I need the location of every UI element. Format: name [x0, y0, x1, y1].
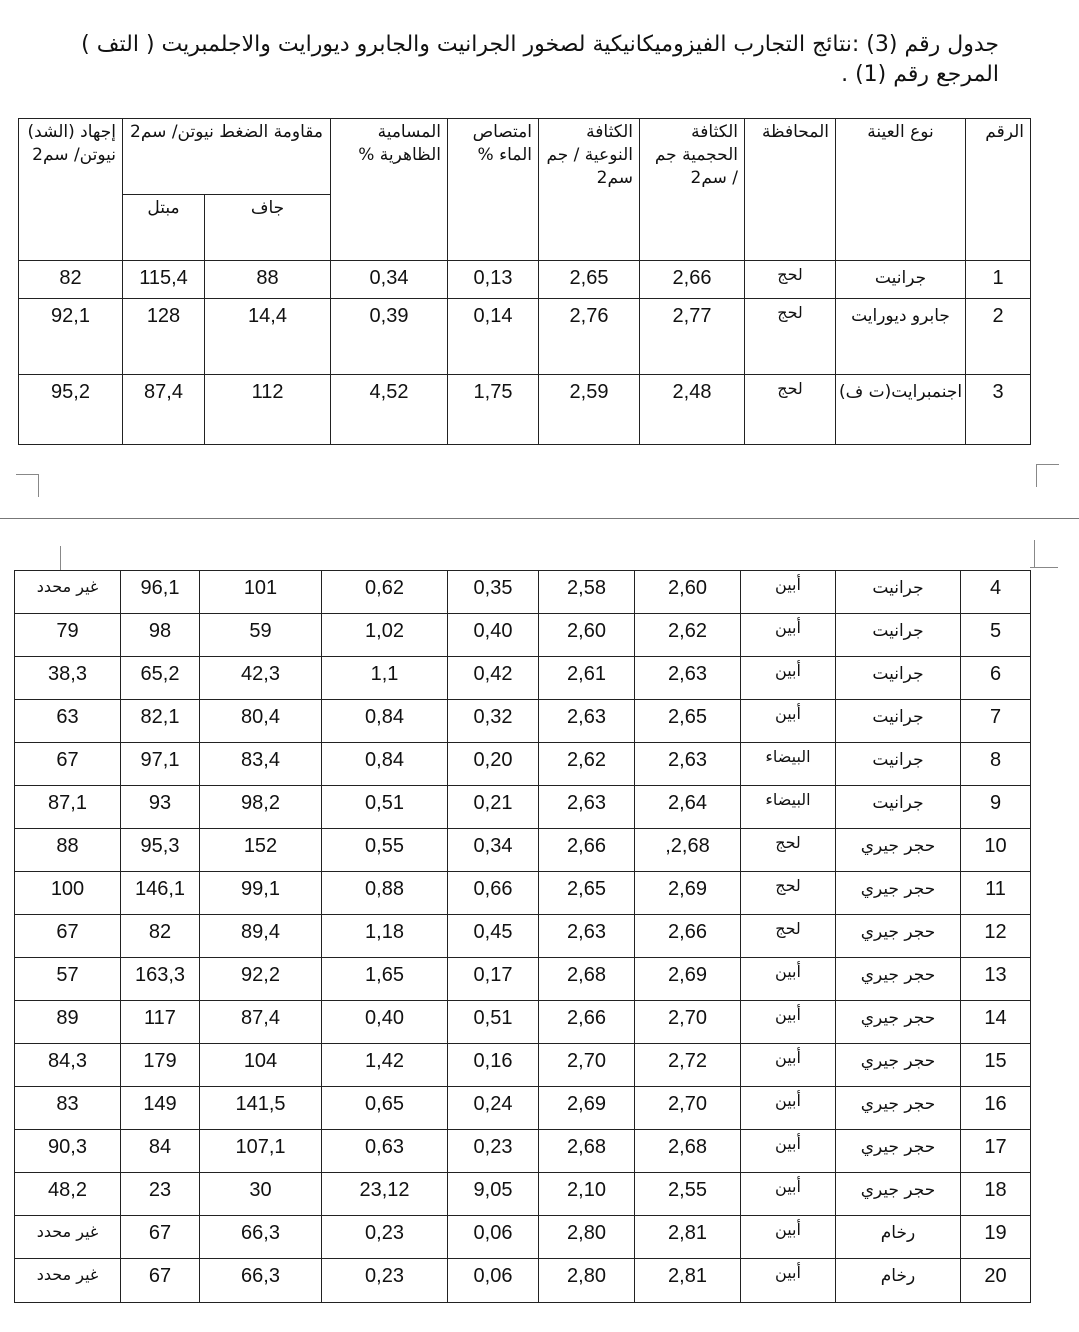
governorate-cell: أبين [741, 571, 836, 614]
porosity-cell: 0,23 [322, 1259, 448, 1303]
water-absorption-cell: 9,05 [448, 1173, 539, 1216]
dry-strength-cell: 104 [200, 1044, 322, 1087]
tensile-cell: 82 [19, 261, 123, 299]
sample-type-cell: جرانيت [836, 700, 961, 743]
dry-strength-cell: 83,4 [200, 743, 322, 786]
tensile-cell: 38,3 [15, 657, 121, 700]
crop-mark [38, 546, 61, 570]
specific-density-cell: 2,66 [539, 829, 635, 872]
table-row [15, 1173, 1031, 1216]
sample-type-cell: حجر جيري [836, 1044, 961, 1087]
porosity-cell: 0,65 [322, 1087, 448, 1130]
row-number-cell: 16 [961, 1087, 1031, 1130]
row-number-cell: 14 [961, 1001, 1031, 1044]
bulk-density-cell: 2,66 [640, 261, 745, 299]
table-row [15, 1259, 1031, 1303]
table-row [15, 743, 1031, 786]
wet-strength-cell: 84 [121, 1130, 200, 1173]
governorate-cell: أبين [741, 1044, 836, 1087]
header-compressive-strength: مقاومة الضغط نيوتن/ سم2 [123, 119, 331, 195]
bulk-density-cell: 2,64 [635, 786, 741, 829]
dry-strength-cell: 112 [205, 375, 331, 445]
water-absorption-cell: 1,75 [448, 375, 539, 445]
porosity-cell: 0,51 [322, 786, 448, 829]
water-absorption-cell: 0,32 [448, 700, 539, 743]
tensile-cell: 87,1 [15, 786, 121, 829]
bulk-density-cell: 2,81 [635, 1216, 741, 1259]
tensile-cell: غير محدد [15, 571, 121, 614]
caption-line-2: المرجع رقم (1) . [841, 62, 999, 87]
governorate-cell: لحج [741, 872, 836, 915]
specific-density-cell: 2,58 [539, 571, 635, 614]
porosity-cell: 1,02 [322, 614, 448, 657]
bulk-density-cell: 2,48 [640, 375, 745, 445]
wet-strength-cell: 96,1 [121, 571, 200, 614]
sample-type-cell: حجر جيري [836, 958, 961, 1001]
table-row [15, 657, 1031, 700]
bulk-density-cell: 2,70 [635, 1001, 741, 1044]
wet-strength-cell: 65,2 [121, 657, 200, 700]
sample-type-cell: رخام [836, 1259, 961, 1303]
wet-strength-cell: 97,1 [121, 743, 200, 786]
row-number-cell: 9 [961, 786, 1031, 829]
porosity-cell: 0,62 [322, 571, 448, 614]
governorate-cell: البيضاء [741, 743, 836, 786]
row-number-cell: 11 [961, 872, 1031, 915]
results-table-part-2 [14, 570, 1031, 1303]
row-number-cell: 8 [961, 743, 1031, 786]
bulk-density-cell: 2,63 [635, 657, 741, 700]
results-table-part-1 [18, 118, 1031, 445]
wet-strength-cell: 115,4 [123, 261, 205, 299]
dry-strength-cell: 92,2 [200, 958, 322, 1001]
porosity-cell: 0,63 [322, 1130, 448, 1173]
water-absorption-cell: 0,24 [448, 1087, 539, 1130]
sample-type-cell: حجر جيري [836, 872, 961, 915]
tensile-cell: 67 [15, 743, 121, 786]
wet-strength-cell: 117 [121, 1001, 200, 1044]
bulk-density-cell: 2,68 [635, 1130, 741, 1173]
governorate-cell: لحج [745, 299, 836, 375]
table-row [15, 1130, 1031, 1173]
sample-type-cell: جابرو ديورايت [836, 299, 966, 375]
porosity-cell: 1,65 [322, 958, 448, 1001]
row-number-cell: 2 [966, 299, 1031, 375]
specific-density-cell: 2,60 [539, 614, 635, 657]
dry-strength-cell: 107,1 [200, 1130, 322, 1173]
specific-density-cell: 2,70 [539, 1044, 635, 1087]
table-row [15, 1087, 1031, 1130]
specific-density-cell: 2,69 [539, 1087, 635, 1130]
water-absorption-cell: 0,16 [448, 1044, 539, 1087]
table-row [15, 1216, 1031, 1259]
water-absorption-cell: 0,13 [448, 261, 539, 299]
wet-strength-cell: 179 [121, 1044, 200, 1087]
porosity-cell: 1,42 [322, 1044, 448, 1087]
page-divider [0, 518, 1079, 519]
tensile-cell: 57 [15, 958, 121, 1001]
porosity-cell: 0,84 [322, 743, 448, 786]
dry-strength-cell: 42,3 [200, 657, 322, 700]
table-row [15, 915, 1031, 958]
governorate-cell: أبين [741, 958, 836, 1001]
bulk-density-cell: 2,77 [640, 299, 745, 375]
specific-density-cell: 2,65 [539, 872, 635, 915]
bulk-density-cell: 2,69 [635, 872, 741, 915]
sample-type-cell: جرانيت [836, 571, 961, 614]
dry-strength-cell: 87,4 [200, 1001, 322, 1044]
governorate-cell: أبين [741, 1001, 836, 1044]
row-number-cell: 20 [961, 1259, 1031, 1303]
table-row [15, 872, 1031, 915]
specific-density-cell: 2,63 [539, 915, 635, 958]
sample-type-cell: حجر جيري [836, 829, 961, 872]
row-number-cell: 18 [961, 1173, 1031, 1216]
caption-line-1: جدول رقم (3) :نتائج التجارب الفيزوميكانيكية لصخور الجرانيت والجابرو ديورايت والاجلمبريت ( التف ) [81, 32, 999, 57]
governorate-cell: البيضاء [741, 786, 836, 829]
specific-density-cell: 2,68 [539, 958, 635, 1001]
table-row [15, 1044, 1031, 1087]
dry-strength-cell: 152 [200, 829, 322, 872]
bulk-density-cell: 2,63 [635, 743, 741, 786]
header-governorate: المحافظة [745, 119, 836, 261]
specific-density-cell: 2,63 [539, 786, 635, 829]
bulk-density-cell: 2,60 [635, 571, 741, 614]
row-number-cell: 17 [961, 1130, 1031, 1173]
dry-strength-cell: 101 [200, 571, 322, 614]
row-number-cell: 3 [966, 375, 1031, 445]
specific-density-cell: 2,63 [539, 700, 635, 743]
sample-type-cell: حجر جيري [836, 1130, 961, 1173]
water-absorption-cell: 0,21 [448, 786, 539, 829]
tensile-cell: 90,3 [15, 1130, 121, 1173]
governorate-cell: أبين [741, 1173, 836, 1216]
dry-strength-cell: 14,4 [205, 299, 331, 375]
specific-density-cell: 2,66 [539, 1001, 635, 1044]
water-absorption-cell: 0,17 [448, 958, 539, 1001]
water-absorption-cell: 0,06 [448, 1259, 539, 1303]
wet-strength-cell: 87,4 [123, 375, 205, 445]
table-row [15, 786, 1031, 829]
row-number-cell: 10 [961, 829, 1031, 872]
crop-mark [16, 474, 39, 497]
crop-mark [1036, 464, 1059, 487]
porosity-cell: 0,23 [322, 1216, 448, 1259]
dry-strength-cell: 59 [200, 614, 322, 657]
crop-mark [1034, 540, 1057, 568]
header-dry: جاف [205, 195, 331, 261]
table-row [15, 614, 1031, 657]
wet-strength-cell: 95,3 [121, 829, 200, 872]
specific-density-cell: 2,61 [539, 657, 635, 700]
header-water-absorption: امتصاص الماء % [448, 119, 539, 261]
water-absorption-cell: 0,66 [448, 872, 539, 915]
wet-strength-cell: 93 [121, 786, 200, 829]
wet-strength-cell: 163,3 [121, 958, 200, 1001]
wet-strength-cell: 128 [123, 299, 205, 375]
wet-strength-cell: 146,1 [121, 872, 200, 915]
sample-type-cell: اجنمبرايت(ت ف) [836, 375, 966, 445]
governorate-cell: لحج [745, 261, 836, 299]
dry-strength-cell: 66,3 [200, 1259, 322, 1303]
porosity-cell: 0,40 [322, 1001, 448, 1044]
water-absorption-cell: 0,23 [448, 1130, 539, 1173]
porosity-cell: 0,34 [331, 261, 448, 299]
sample-type-cell: حجر جيري [836, 1001, 961, 1044]
sample-type-cell: حجر جيري [836, 1173, 961, 1216]
wet-strength-cell: 82 [121, 915, 200, 958]
table-row [15, 571, 1031, 614]
dry-strength-cell: 99,1 [200, 872, 322, 915]
dry-strength-cell: 80,4 [200, 700, 322, 743]
wet-strength-cell: 67 [121, 1216, 200, 1259]
table-row [19, 299, 1031, 375]
specific-density-cell: 2,65 [539, 261, 640, 299]
governorate-cell: أبين [741, 1259, 836, 1303]
porosity-cell: 0,55 [322, 829, 448, 872]
tensile-cell: 84,3 [15, 1044, 121, 1087]
porosity-cell: 1,1 [322, 657, 448, 700]
specific-density-cell: 2,59 [539, 375, 640, 445]
table-caption [39, 30, 999, 90]
specific-density-cell: 2,76 [539, 299, 640, 375]
table-row [15, 700, 1031, 743]
bulk-density-cell: 2,70 [635, 1087, 741, 1130]
dry-strength-cell: 88 [205, 261, 331, 299]
bulk-density-cell: ,2,68 [635, 829, 741, 872]
tensile-cell: 100 [15, 872, 121, 915]
tensile-cell: غير محدد [15, 1216, 121, 1259]
specific-density-cell: 2,10 [539, 1173, 635, 1216]
porosity-cell: 0,39 [331, 299, 448, 375]
crop-mark-line [1030, 567, 1058, 568]
specific-density-cell: 2,62 [539, 743, 635, 786]
bulk-density-cell: 2,69 [635, 958, 741, 1001]
header-tensile: إجهاد (الشد) نيوتن/ سم2 [19, 119, 123, 261]
water-absorption-cell: 0,34 [448, 829, 539, 872]
row-number-cell: 6 [961, 657, 1031, 700]
governorate-cell: لحج [741, 915, 836, 958]
water-absorption-cell: 0,06 [448, 1216, 539, 1259]
wet-strength-cell: 149 [121, 1087, 200, 1130]
header-number: الرقم [966, 119, 1031, 261]
water-absorption-cell: 0,45 [448, 915, 539, 958]
porosity-cell: 4,52 [331, 375, 448, 445]
tensile-cell: 92,1 [19, 299, 123, 375]
specific-density-cell: 2,68 [539, 1130, 635, 1173]
porosity-cell: 0,88 [322, 872, 448, 915]
bulk-density-cell: 2,81 [635, 1259, 741, 1303]
tensile-cell: 89 [15, 1001, 121, 1044]
water-absorption-cell: 0,40 [448, 614, 539, 657]
sample-type-cell: جرانيت [836, 261, 966, 299]
sample-type-cell: جرانيت [836, 743, 961, 786]
tensile-cell: 48,2 [15, 1173, 121, 1216]
governorate-cell: أبين [741, 700, 836, 743]
row-number-cell: 13 [961, 958, 1031, 1001]
governorate-cell: أبين [741, 614, 836, 657]
water-absorption-cell: 0,42 [448, 657, 539, 700]
porosity-cell: 1,18 [322, 915, 448, 958]
tensile-cell: 83 [15, 1087, 121, 1130]
governorate-cell: أبين [741, 1087, 836, 1130]
header-specific-density: الكثافة النوعية / جم سم2 [539, 119, 640, 261]
governorate-cell: أبين [741, 1130, 836, 1173]
sample-type-cell: جرانيت [836, 614, 961, 657]
table-row [15, 1001, 1031, 1044]
bulk-density-cell: 2,55 [635, 1173, 741, 1216]
tensile-cell: غير محدد [15, 1259, 121, 1303]
bulk-density-cell: 2,62 [635, 614, 741, 657]
bulk-density-cell: 2,72 [635, 1044, 741, 1087]
sample-type-cell: جرانيت [836, 657, 961, 700]
dry-strength-cell: 66,3 [200, 1216, 322, 1259]
sample-type-cell: رخام [836, 1216, 961, 1259]
bulk-density-cell: 2,65 [635, 700, 741, 743]
tensile-cell: 67 [15, 915, 121, 958]
wet-strength-cell: 98 [121, 614, 200, 657]
row-number-cell: 15 [961, 1044, 1031, 1087]
table-row [15, 958, 1031, 1001]
governorate-cell: أبين [741, 657, 836, 700]
row-number-cell: 7 [961, 700, 1031, 743]
tensile-cell: 79 [15, 614, 121, 657]
row-number-cell: 19 [961, 1216, 1031, 1259]
water-absorption-cell: 0,51 [448, 1001, 539, 1044]
table-row [19, 375, 1031, 445]
tensile-cell: 88 [15, 829, 121, 872]
specific-density-cell: 2,80 [539, 1259, 635, 1303]
water-absorption-cell: 0,14 [448, 299, 539, 375]
table-row [19, 261, 1031, 299]
sample-type-cell: جرانيت [836, 786, 961, 829]
dry-strength-cell: 89,4 [200, 915, 322, 958]
specific-density-cell: 2,80 [539, 1216, 635, 1259]
governorate-cell: أبين [741, 1216, 836, 1259]
water-absorption-cell: 0,35 [448, 571, 539, 614]
porosity-cell: 0,84 [322, 700, 448, 743]
porosity-cell: 23,12 [322, 1173, 448, 1216]
wet-strength-cell: 82,1 [121, 700, 200, 743]
bulk-density-cell: 2,66 [635, 915, 741, 958]
table-row [15, 829, 1031, 872]
row-number-cell: 1 [966, 261, 1031, 299]
governorate-cell: لحج [745, 375, 836, 445]
tensile-cell: 95,2 [19, 375, 123, 445]
wet-strength-cell: 67 [121, 1259, 200, 1303]
header-bulk-density: الكثافة الحجمية جم / سم2 [640, 119, 745, 261]
wet-strength-cell: 23 [121, 1173, 200, 1216]
dry-strength-cell: 98,2 [200, 786, 322, 829]
row-number-cell: 4 [961, 571, 1031, 614]
row-number-cell: 5 [961, 614, 1031, 657]
tensile-cell: 63 [15, 700, 121, 743]
row-number-cell: 12 [961, 915, 1031, 958]
sample-type-cell: حجر جيري [836, 1087, 961, 1130]
header-porosity: المسامية الظاهرية % [331, 119, 448, 261]
sample-type-cell: حجر جيري [836, 915, 961, 958]
header-wet: مبتل [123, 195, 205, 261]
governorate-cell: لحج [741, 829, 836, 872]
water-absorption-cell: 0,20 [448, 743, 539, 786]
dry-strength-cell: 141,5 [200, 1087, 322, 1130]
dry-strength-cell: 30 [200, 1173, 322, 1216]
header-sample-type: نوع العينة [836, 119, 966, 261]
